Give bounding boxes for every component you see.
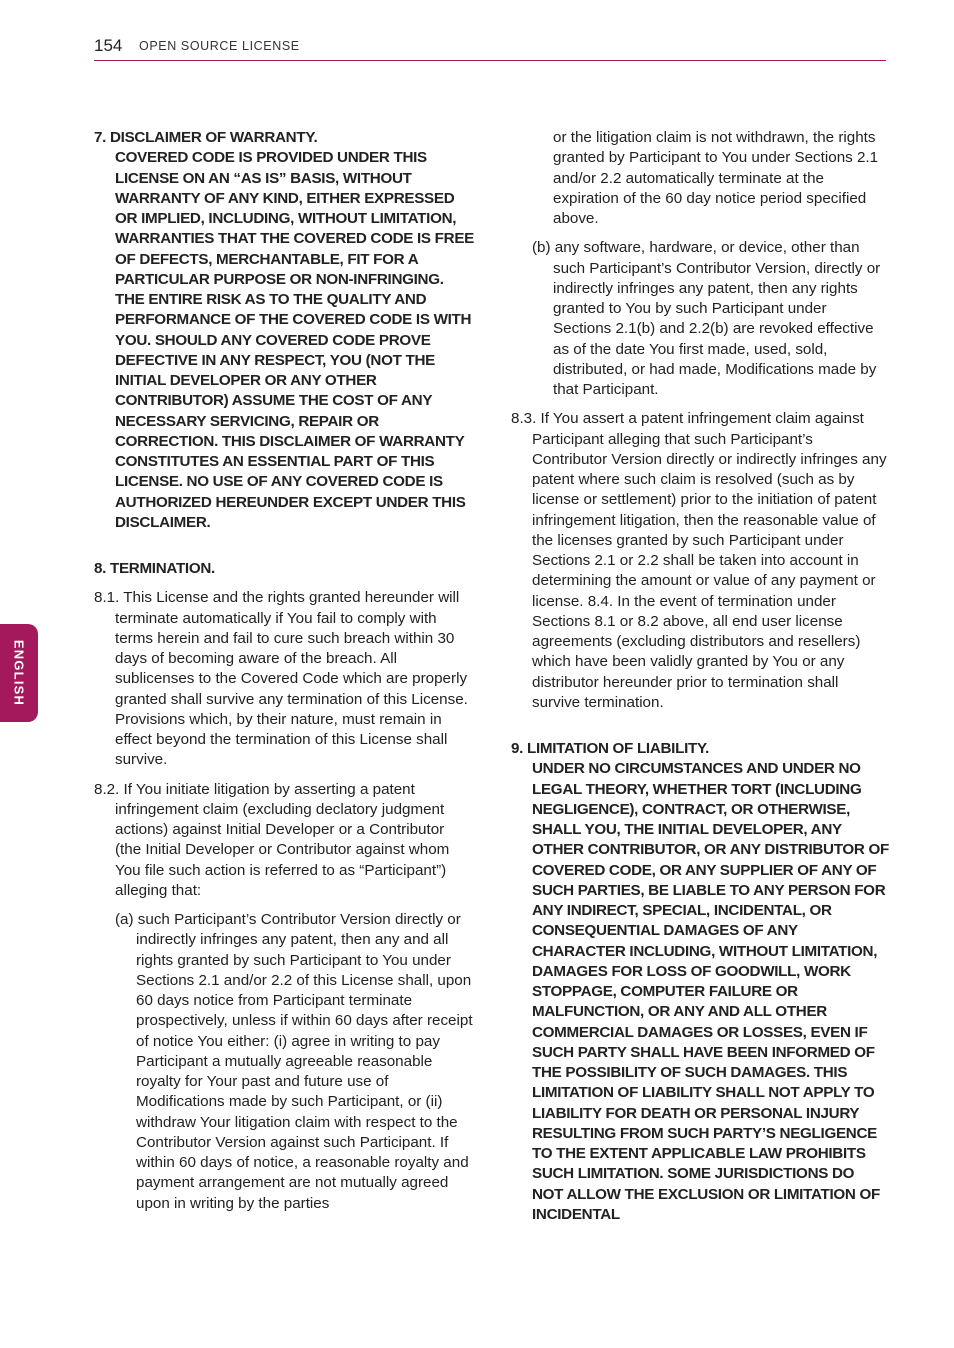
language-tab-label: ENGLISH bbox=[11, 639, 27, 707]
section-7-body: COVERED CODE IS PROVIDED UNDER THIS LICENSE ON AN “AS IS” BASIS, WITHOUT WARRANTY OF ANY KIND, EITHER EXPRESSED OR IMPLIED, INCLUDING, WITHOUT LIMITATION, WARRANTIES THAT THE COVERED CODE IS FREE OF DEFECTS, MERCHANTABLE, FIT FOR A PARTICULAR PURPOSE OR NON-INFRINGING. THE ENTIRE RISK AS TO THE QUALITY AND PERFORMANCE OF THE COVERED CODE IS WITH YOU. SHOULD ANY COVERED CODE PROVE DEFECTIVE IN ANY RESPECT, YOU (NOT THE INITIAL DEVELOPER OR ANY OTHER CONTRIBUTOR) ASSUME THE COST OF ANY NECESSARY SERVICING, REPAIR OR CORRECTION. THIS DISCLAIMER OF WARRANTY CONSTITUTES AN ESSENTIAL PART OF THIS LICENSE. NO USE OF ANY COVERED CODE IS AUTHORIZED HEREUNDER EXCEPT UNDER THIS DISCLAIMER. bbox=[115, 149, 474, 531]
page-header bbox=[94, 36, 886, 61]
section-8-2-a: (a) such Participant’s Contributor Version directly or indirectly infringes any patent, then any and all rights granted by such Participant to You under Sections 2.1 and/or 2.2 of this License shall, upon 60 days notice from Participant terminate prospectively, unless if within 60 days after receipt of notice You either: (i) agree in writing to pay Participant a mutually agreeable reasonable royalty for Your past and future use of Modifications made by such Participant, or (ii) withdraw Your litigation claim with respect to the Contributor Version against such Participant. If within 60 days of notice, a reasonable royalty and payment arrangement are not mutually agreed upon in writing by the parties bbox=[115, 911, 473, 1212]
page-number: 154 bbox=[94, 36, 123, 55]
right-column bbox=[511, 128, 889, 1225]
language-tab bbox=[0, 624, 38, 722]
section-8-1: 8.1. This License and the rights granted hereunder will terminate automatically if You fail to comply with terms herein and fail to cure such breach within 30 days of becoming aware of the breach. All sublicenses to the Covered Code which are properly granted shall survive any termination of this License. Provisions which, by their nature, must remain in effect beyond the termination of this License shall survive. bbox=[94, 589, 468, 769]
section-8-2-b: (b) any software, hardware, or device, other than such Participant’s Contributor Version, directly or indirectly infringes any patent, then any rights granted to You by such Participant under Sections 2.1(b) and 2.2(b) are revoked effective as of the date You first made, used, sold, distributed, or had made, Modifications made by that Participant. bbox=[532, 239, 881, 398]
section-9-body: UNDER NO CIRCUMSTANCES AND UNDER NO LEGAL THEORY, WHETHER TORT (INCLUDING NEGLIGENCE), CONTRACT, OR OTHERWISE, SHALL YOU, THE INITIAL DEVELOPER, ANY OTHER CONTRIBUTOR, OR ANY DISTRIBUTOR OF COVERED CODE, OR ANY SUPPLIER OF ANY OF SUCH PARTIES, BE LIABLE TO ANY PERSON FOR ANY INDIRECT, SPECIAL, INCIDENTAL, OR CONSEQUENTIAL DAMAGES OF ANY CHARACTER INCLUDING, WITHOUT LIMITATION, DAMAGES FOR LOSS OF GOODWILL, WORK STOPPAGE, COMPUTER FAILURE OR MALFUNCTION, OR ANY AND ALL OTHER COMMERCIAL DAMAGES OR LOSSES, EVEN IF SUCH PARTY SHALL HAVE BEEN INFORMED OF THE POSSIBILITY OF SUCH DAMAGES. THIS LIMITATION OF LIABILITY SHALL NOT APPLY TO LIABILITY FOR DEATH OR PERSONAL INJURY RESULTING FROM SUCH PARTY’S NEGLIGENCE TO THE EXTENT APPLICABLE LAW PROHIBITS SUCH LIMITATION. SOME JURISDICTIONS DO NOT ALLOW THE EXCLUSION OR LIMITATION OF INCIDENTAL bbox=[532, 760, 890, 1223]
section-8-heading: 8. TERMINATION. bbox=[94, 560, 215, 577]
left-column bbox=[94, 128, 474, 1214]
section-8-2-a-continued: or the litigation claim is not withdrawn, the rights granted by Participant to You under Sections 2.1 and/or 2.2 automatically terminate at the expiration of the 60 day notice period specified above. bbox=[553, 129, 879, 227]
section-7-heading: 7. DISCLAIMER OF WARRANTY. bbox=[94, 129, 318, 146]
section-8-3: 8.3. If You assert a patent infringement claim against Participant alleging that such Participant’s Contributor Version directly or indirectly infringes any patent where such claim is resolved (such as by license or settlement) prior to the initiation of patent infringement litigation, then the reasonable value of the licenses granted by such Participant under Sections 2.1 or 2.2 shall be taken into account in determining the amount or value of any payment or license. 8.4. In the event of termination under Sections 8.1 or 8.2 above, all end user license agreements (excluding distributors and resellers) which have been validly granted by You or any distributor hereunder prior to termination shall survive termination. bbox=[511, 410, 887, 711]
section-9-heading: 9. LIMITATION OF LIABILITY. bbox=[511, 740, 710, 757]
section-title: OPEN SOURCE LICENSE bbox=[139, 39, 300, 53]
section-8-2: 8.2. If You initiate litigation by asserting a patent infringement claim (excluding declatory judgment actions) against Initial Developer or a Contributor (the Initial Developer or Contributor against whom You file such action is referred to as “Participant”) alleging that: bbox=[94, 780, 450, 899]
